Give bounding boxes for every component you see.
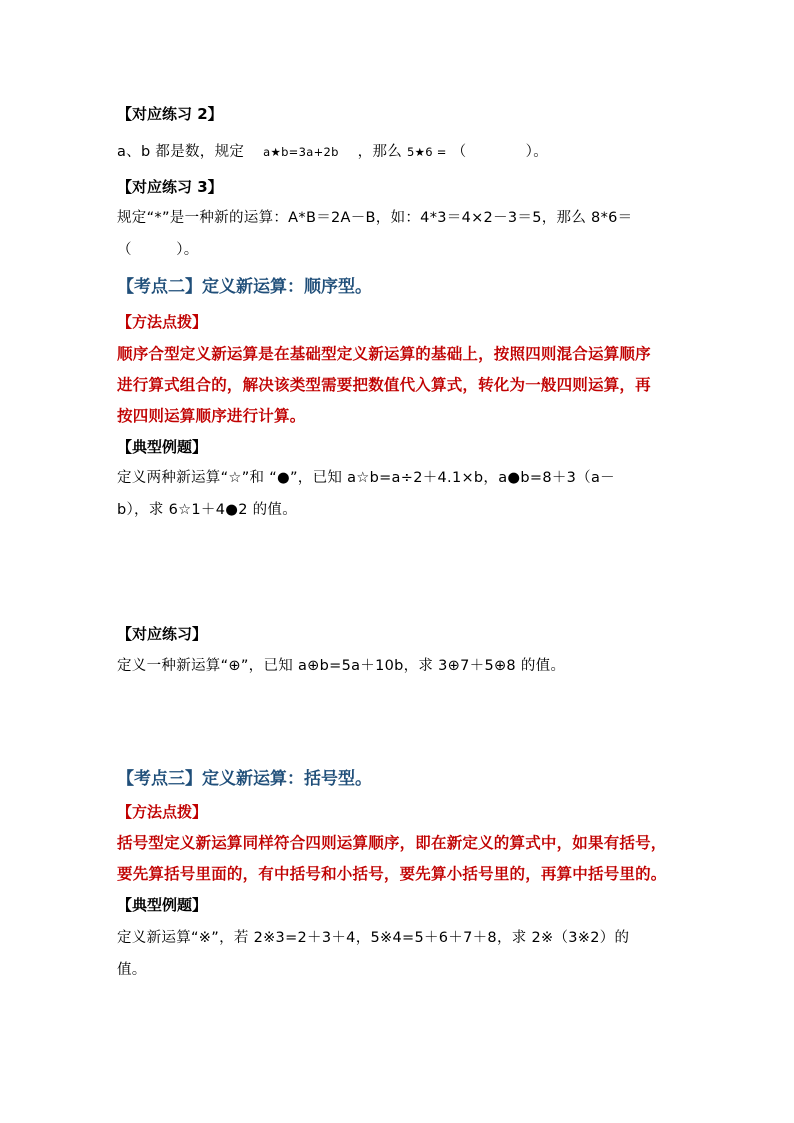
section2-practice-heading: 【对应练习】 — [117, 625, 208, 643]
practice2-answer-blank: （ ）。 — [451, 144, 548, 160]
section2-method-line-2: 进行算式组合的，解决该类型需要把数值代入算式，转化为一般四则运算，再 — [117, 376, 651, 394]
section3-method-line-1: 括号型定义新运算同样符合四则运算顺序，即在新定义的算式中，如果有括号， — [117, 834, 667, 852]
section2-example-heading: 【典型例题】 — [117, 438, 208, 456]
section3-title: 【考点三】定义新运算：括号型。 — [117, 769, 372, 789]
section2-method-heading: 【方法点拨】 — [117, 313, 208, 331]
practice3-line-2: （ ）。 — [117, 242, 199, 258]
section3-example-line-2: 值。 — [117, 962, 147, 978]
section2-example-line-2: b），求 6☆1＋4●2 的值。 — [117, 502, 298, 518]
practice2-text-mid: ，那么 — [357, 144, 403, 160]
section3-method-line-2: 要先算括号里面的，有中括号和小括号，要先算小括号里的，再算中括号里的。 — [117, 865, 667, 883]
section2-method-line-1: 顺序合型定义新运算是在基础型定义新运算的基础上，按照四则混合运算顺序 — [117, 345, 651, 363]
practice3-heading: 【对应练习 3】 — [117, 178, 223, 196]
section2-method-line-3: 按四则运算顺序进行计算。 — [117, 407, 306, 425]
practice2-formula2: 5★6 = — [406, 145, 447, 159]
section3-example-line-1: 定义新运算“※”，若 2※3=2＋3＋4，5※4=5＋6＋7＋8，求 2※（3※2）的 — [117, 930, 630, 946]
practice2-question — [117, 140, 548, 161]
practice2-formula: a★b=3a+2b — [263, 145, 339, 159]
section2-example-line-1: 定义两种新运算“☆”和 “●”，已知 a☆b=a÷2＋4.1×b，a●b=8＋3（a－ — [117, 470, 615, 486]
section2-title: 【考点二】定义新运算：顺序型。 — [117, 277, 372, 297]
practice3-line-1: 规定“*”是一种新的运算：A*B＝2A－B，如：4*3＝4×2－3＝5，那么 8*6＝ — [117, 210, 633, 226]
section3-method-heading: 【方法点拨】 — [117, 803, 208, 821]
section2-practice-text: 定义一种新运算“⊕”，已知 a⊕b=5a＋10b，求 3⊕7＋5⊕8 的值。 — [117, 658, 566, 674]
practice2-text-before: a、b 都是数，规定 — [117, 144, 245, 160]
section3-example-heading: 【典型例题】 — [117, 896, 208, 914]
practice2-heading: 【对应练习 2】 — [117, 105, 223, 123]
